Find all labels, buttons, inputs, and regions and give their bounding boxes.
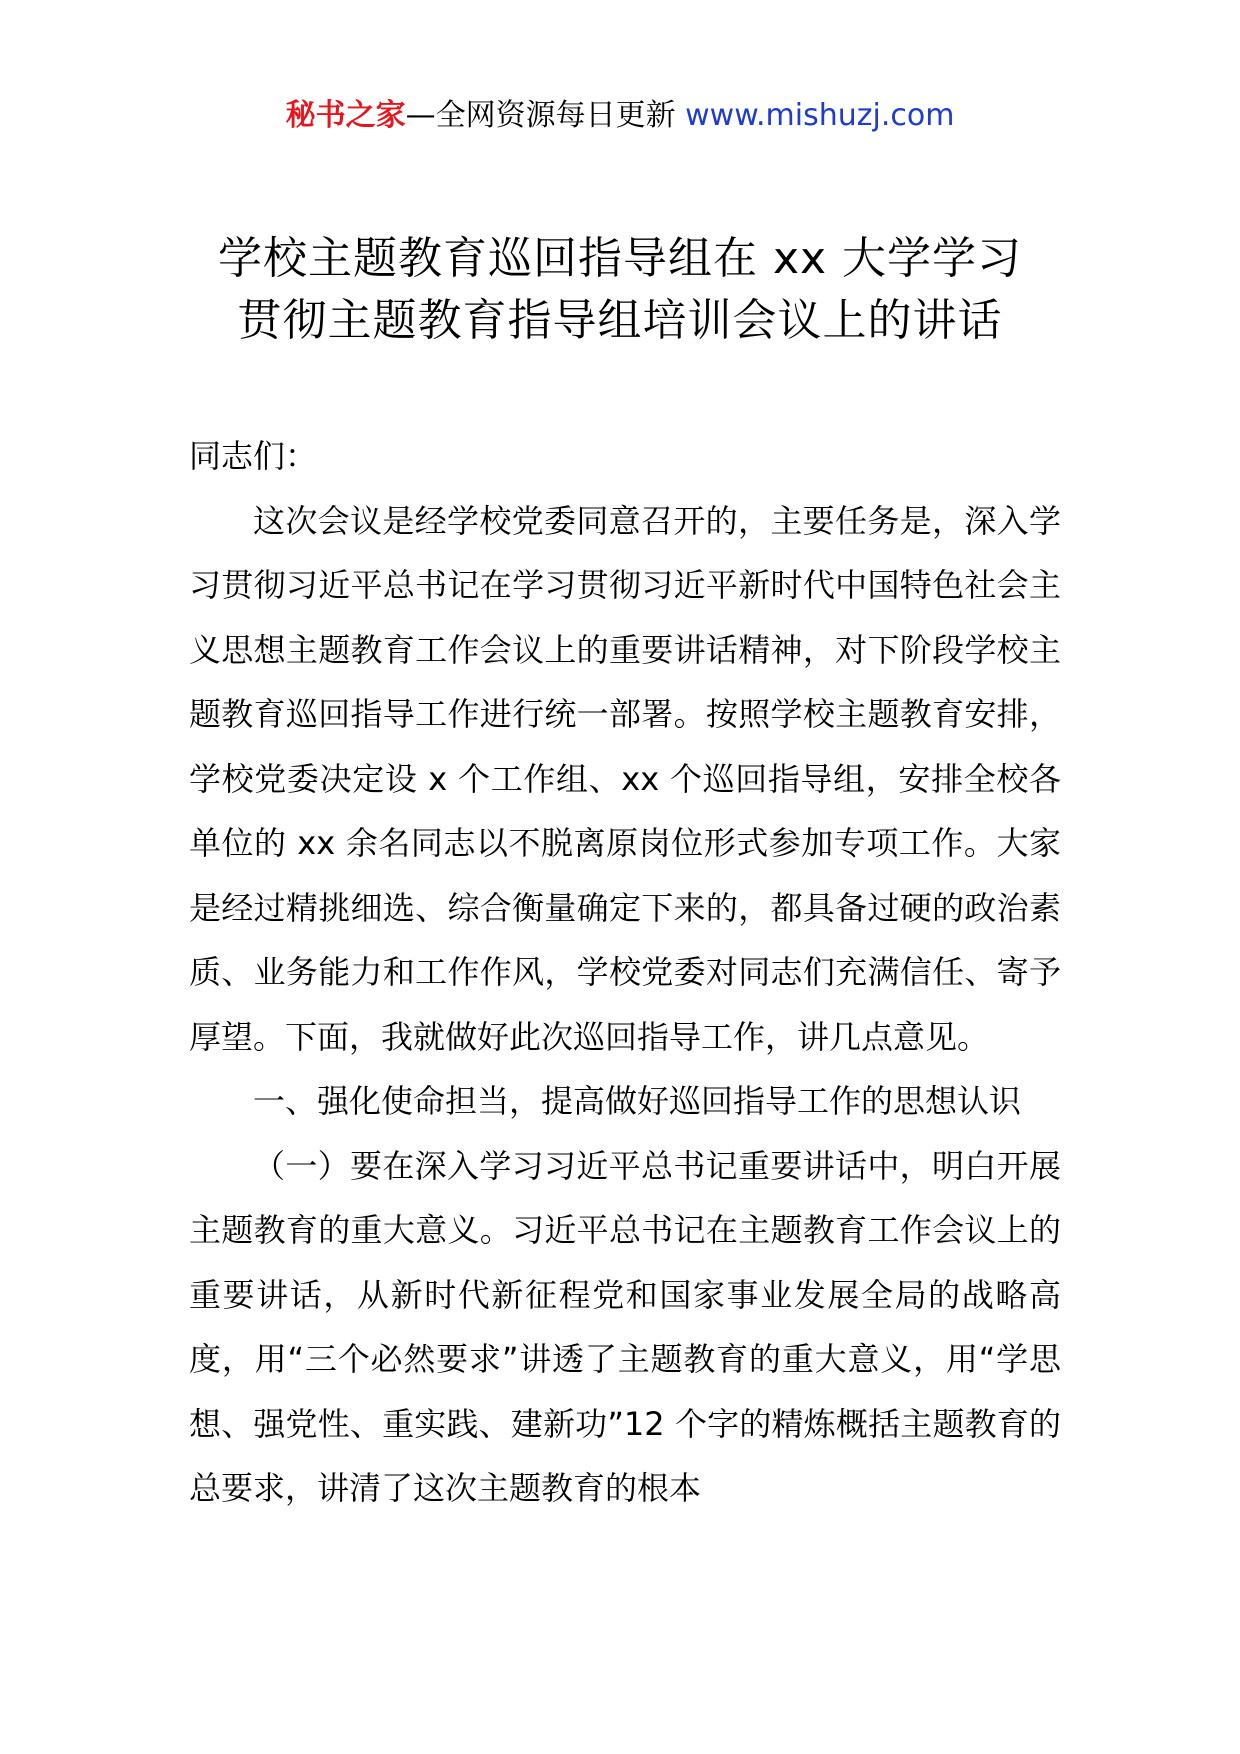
- salutation: 同志们：: [189, 437, 318, 475]
- paragraph-section-1-1: （一）要在深入学习习近平总书记重要讲话中，明白开展主题教育的重大意义。习近平总书记在主题教育工作会议上的重要讲话，从新时代新征程党和国家事业发展全局的战略高度，用“三个必然要求”讲透了主题教育的重大意义，用“学思想、强党性、重实践、建新功”12 个字的精炼概括主题教育的总要求，讲清了这次主题教育的根本: [189, 1146, 1061, 1507]
- document-title: [0, 228, 1240, 352]
- site-header: [0, 96, 1240, 136]
- paragraph-intro: 这次会议是经学校党委同意召开的，主要任务是，深入学习贯彻习近平总书记在学习贯彻习近平新时代中国特色社会主义思想主题教育工作会议上的重要讲话精神，对下阶段学校主题教育巡回指导工作进行统一部署。按照学校主题教育安排，学校党委决定设 x 个工作组、xx 个巡回指导组，安排全校各单位的 xx 余名同志以不脱离原岗位形式参加专项工作。大家是经过精挑细选、综合衡量确定下来的，都具备过硬的政治素质、业务能力和工作作风，学校党委对同志们充满信任、寄予厚望。下面，我就做好此次巡回指导工作，讲几点意见。: [189, 501, 1061, 1056]
- title-line-1: 学校主题教育巡回指导组在 xx 大学学习: [217, 233, 1023, 284]
- site-url-link[interactable]: www.mishuzj.com: [685, 98, 955, 133]
- title-line-2: 贯彻主题教育指导组培训会议上的讲话: [237, 295, 1003, 346]
- section-heading-1: 一、强化使命担当，提高做好巡回指导工作的思想认识: [253, 1082, 1022, 1120]
- document-body: [189, 424, 1061, 1521]
- site-slogan: —全网资源每日更新: [405, 98, 676, 133]
- site-brand: 秘书之家: [285, 98, 406, 133]
